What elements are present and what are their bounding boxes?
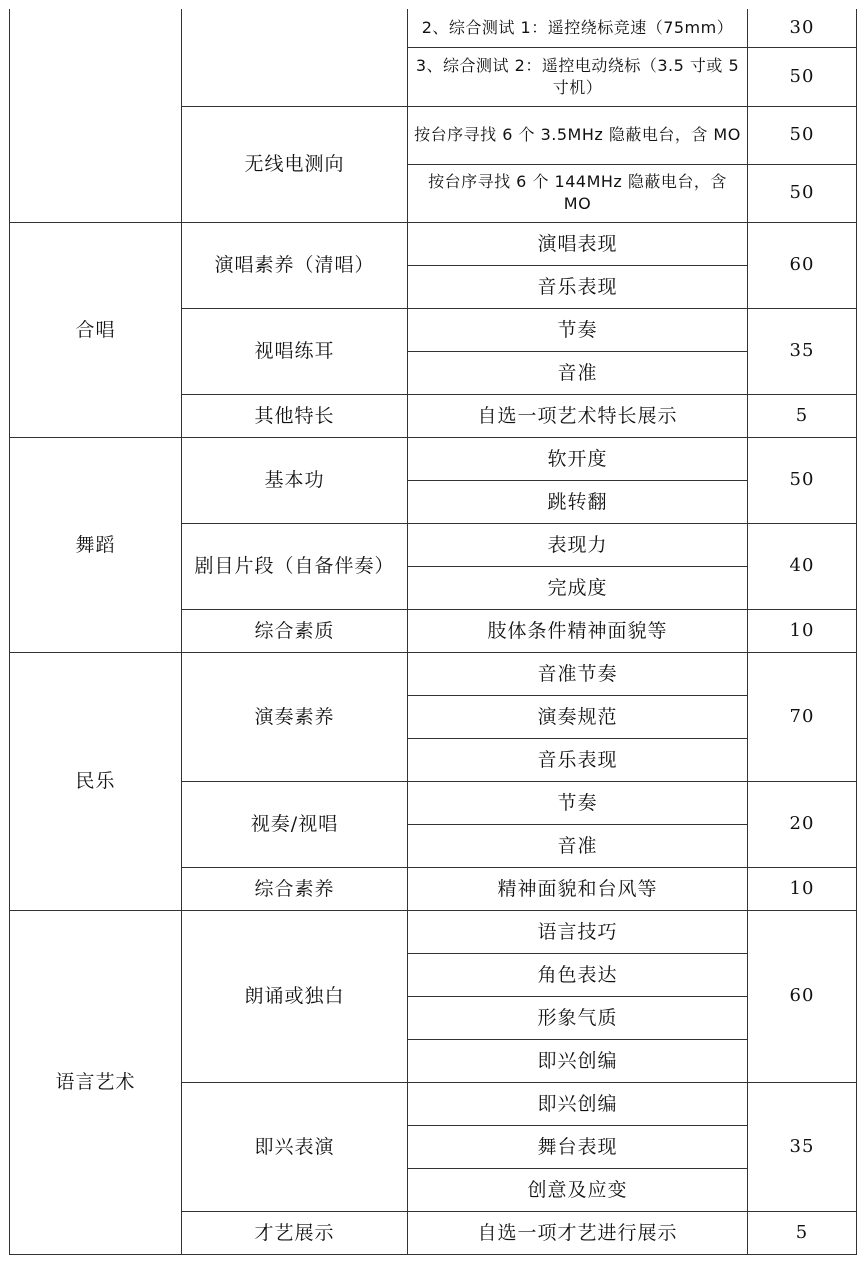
sub-item-cell: 自选一项才艺进行展示 [408, 1211, 748, 1254]
score-cell: 70 [748, 652, 857, 781]
item-cell: 剧目片段（自备伴奏） [182, 523, 408, 609]
category-cell: 民乐 [10, 652, 182, 910]
score-table [9, 9, 857, 1255]
score-cell: 50 [748, 106, 857, 164]
sub-item-cell: 创意及应变 [408, 1168, 748, 1211]
sub-item-cell: 即兴创编 [408, 1082, 748, 1125]
sub-item-cell: 跳转翻 [408, 480, 748, 523]
item-cell: 其他特长 [182, 394, 408, 437]
sub-item-cell: 完成度 [408, 566, 748, 609]
category-cell [10, 9, 182, 222]
sub-item-cell: 节奏 [408, 781, 748, 824]
item-cell: 才艺展示 [182, 1211, 408, 1254]
sub-item-cell: 角色表达 [408, 953, 748, 996]
category-cell: 语言艺术 [10, 910, 182, 1254]
score-cell: 50 [748, 164, 857, 222]
item-cell [182, 9, 408, 106]
sub-item-cell: 演唱表现 [408, 222, 748, 265]
category-cell: 舞蹈 [10, 437, 182, 652]
item-cell: 基本功 [182, 437, 408, 523]
score-cell: 50 [748, 437, 857, 523]
score-cell: 60 [748, 910, 857, 1082]
score-cell: 5 [748, 394, 857, 437]
sub-item-cell: 按台序寻找 6 个 3.5MHz 隐蔽电台，含 MO [408, 106, 748, 164]
score-cell: 5 [748, 1211, 857, 1254]
item-cell: 朗诵或独白 [182, 910, 408, 1082]
score-cell: 30 [748, 9, 857, 47]
sub-item-cell: 2、综合测试 1：遥控绕标竞速（75mm） [408, 9, 748, 47]
score-cell: 60 [748, 222, 857, 308]
category-cell: 合唱 [10, 222, 182, 437]
sub-item-cell: 音准节奏 [408, 652, 748, 695]
sub-item-cell: 音准 [408, 351, 748, 394]
sub-item-cell: 按台序寻找 6 个 144MHz 隐蔽电台，含 MO [408, 164, 748, 222]
sub-item-cell: 软开度 [408, 437, 748, 480]
item-cell: 综合素养 [182, 867, 408, 910]
item-cell: 演奏素养 [182, 652, 408, 781]
score-cell: 10 [748, 867, 857, 910]
score-cell: 10 [748, 609, 857, 652]
score-cell: 20 [748, 781, 857, 867]
score-cell: 35 [748, 1082, 857, 1211]
sub-item-cell: 精神面貌和台风等 [408, 867, 748, 910]
sub-item-cell: 表现力 [408, 523, 748, 566]
sub-item-cell: 音准 [408, 824, 748, 867]
sub-item-cell: 3、综合测试 2：遥控电动绕标（3.5 寸或 5 寸机） [408, 47, 748, 106]
sub-item-cell: 肢体条件精神面貌等 [408, 609, 748, 652]
score-cell: 35 [748, 308, 857, 394]
sub-item-cell: 形象气质 [408, 996, 748, 1039]
item-cell: 演唱素养（清唱） [182, 222, 408, 308]
item-cell: 综合素质 [182, 609, 408, 652]
sub-item-cell: 音乐表现 [408, 265, 748, 308]
item-cell: 即兴表演 [182, 1082, 408, 1211]
sub-item-cell: 语言技巧 [408, 910, 748, 953]
item-cell: 视奏/视唱 [182, 781, 408, 867]
sub-item-cell: 即兴创编 [408, 1039, 748, 1082]
item-cell: 视唱练耳 [182, 308, 408, 394]
item-cell: 无线电测向 [182, 106, 408, 222]
sub-item-cell: 演奏规范 [408, 695, 748, 738]
sub-item-cell: 自选一项艺术特长展示 [408, 394, 748, 437]
score-cell: 50 [748, 47, 857, 106]
score-cell: 40 [748, 523, 857, 609]
sub-item-cell: 节奏 [408, 308, 748, 351]
sub-item-cell: 舞台表现 [408, 1125, 748, 1168]
sub-item-cell: 音乐表现 [408, 738, 748, 781]
